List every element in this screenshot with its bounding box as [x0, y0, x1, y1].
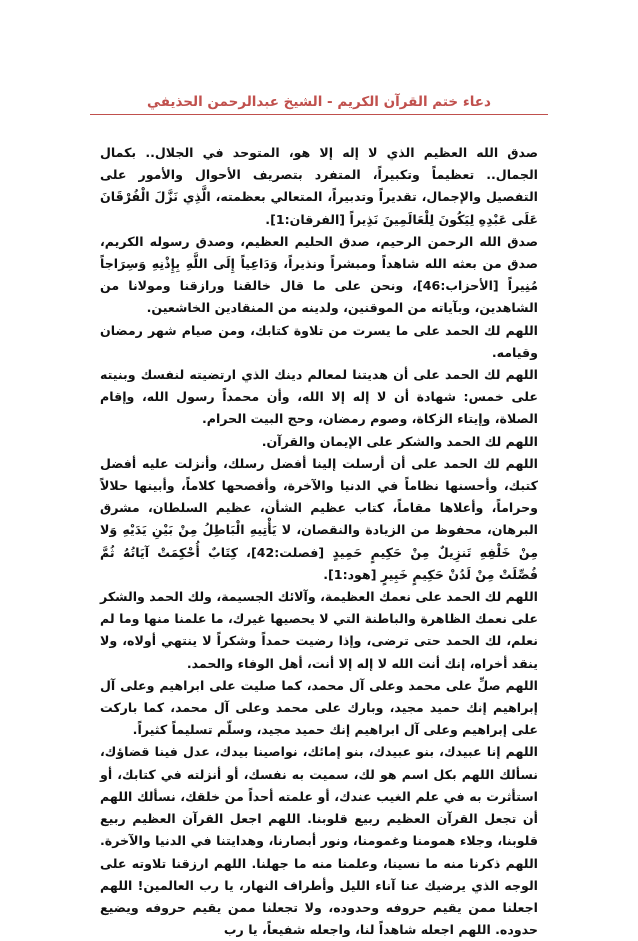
- document-title: دعاء ختم القرآن الكريم - الشيخ عبدالرحمن الحذيفي: [90, 94, 548, 115]
- paragraph: اللهم لك الحمد على نعمك العظيمة، وآلائك الجسيمة، ولك الحمد والشكر على نعمك الظاهرة والباطنة التي لا يحصيها غيرك، ما علمنا منها وما لم نعلم، لك الحمد حتى ترضى، وإذا رضيت حمداً وشكراً لا ينتهي أولاه، ولا ينقد أخراه، إنك أنت الله لا إله إلا أنت، أهل الوفاء والحمد.: [100, 589, 538, 671]
- paragraph: اللهم لك الحمد والشكر على الإيمان والقرآن.: [261, 433, 538, 449]
- paragraph: اللهم إنا عبيدك، بنو عبيدك، بنو إمائك، نواصينا بيدك، عدل فينا قضاؤك، نسألك اللهم بكل اسم هو لك، سميت به نفسك، أو أنزلته في كتابك، أو استأثرت به في علم الغيب عندك، أو علمته أحداً من خلقك، نسألك اللهم أن تجعل القرآن العظيم ربيع قلوبنا. اللهم اجعل القرآن العظيم ربيع قلوبنا، وجلاء همومنا وغمومنا، ونور أبصارنا، وهدايتنا في الدنيا والآخرة. اللهم ذكرنا منه ما نسينا، وعلمنا منه ما جهلنا. اللهم ارزقنا تلاوته على الوجه الذي يرضيك عنا آناء الليل وأطراف النهار، يا رب العالمين! اللهم اجعلنا ممن يقيم حروفه وحدوده، ولا تجعلنا ممن يقيم حروفه ويضيع حدوده. اللهم اجعله شاهداً لنا، واجعله شفيعاً، يا رب: [100, 744, 538, 938]
- paragraph: اللهم صلِّ على محمد وعلى آل محمد، كما صليت على ابراهيم وعلى آل إبراهيم إنك حميد مجيد، وبارك على محمد وعلى آل محمد، كما باركت على إبراهيم وعلى آل ابراهيم إنك حميد مجيد، وسلّم تسليماً كثيراً.: [100, 677, 538, 738]
- paragraph: اللهم لك الحمد على أن أرسلت إلينا أفضل رسلك، وأنزلت عليه أفضل كتبك، وأحسنها نظاماً في الدنيا والآخرة، وأفصحها كلاماً، وأبينها حلالاً وحراماً، وأعلاها مقاماً، كتاب عظيم الشأن، عظيم السلطان، مشرق البرهان، محفوظ من الزيادة والنقصان، لا يَأْتِيهِ الْبَاطِلُ مِنْ بَيْنِ يَدَيْهِ وَلا مِنْ خَلْفِهِ تَنزِيلٌ مِنْ حَكِيمٍ حَمِيدٍ [فصلت:42]، كِتَابٌ أُحْكِمَتْ آيَاتُهُ ثُمَّ فُصِّلَتْ مِنْ لَدُنْ حَكِيمٍ خَبِيرٍ [هود:1].: [100, 455, 538, 582]
- document-body: [100, 142, 538, 941]
- paragraph: اللهم لك الحمد على ما يسرت من تلاوة كتابك، ومن صيام شهر رمضان وقيامه.: [100, 322, 538, 360]
- paragraph: صدق الله العظيم الذي لا إله إلا هو، المتوحد في الجلال.. بكمال الجمال.. تعظيماً وتكبيراً، المتفرد بتصريف الأحوال والأمور على التفصيل والإجمال، تقديراً وتدبيراً، المتعالي بعظمته، الَّذِي نَزَّلَ الْفُرْقَانَ عَلَى عَبْدِهِ لِيَكُونَ لِلْعَالَمِينَ نَذِيراً [الفرقان:1].: [100, 145, 538, 227]
- paragraph: اللهم لك الحمد على أن هديتنا لمعالم دينك الذي ارتضيته لنفسك وبنيته على خمس: شهادة أن لا إله إلا الله، وأن محمداً رسول الله، وإقام الصلاة، وإيتاء الزكاة، وصوم رمضان، وحج البيت الحرام.: [100, 367, 538, 427]
- paragraph: صدق الله الرحمن الرحيم، صدق الحليم العظيم، وصدق رسوله الكريم، صدق من بعثه الله شاهداً ومبشراً ونذيراً، وَدَاعِياً إِلَى اللَّهِ بِإِذْنِهِ وَسِرَاجاً مُنِيراً [الأحزاب:46]، ونحن على ما قال خالقنا ورازقنا ومولانا من الشاهدين، وبآياته من الموقنين، ولدينه من المنقادين الخاشعين.: [100, 233, 538, 316]
